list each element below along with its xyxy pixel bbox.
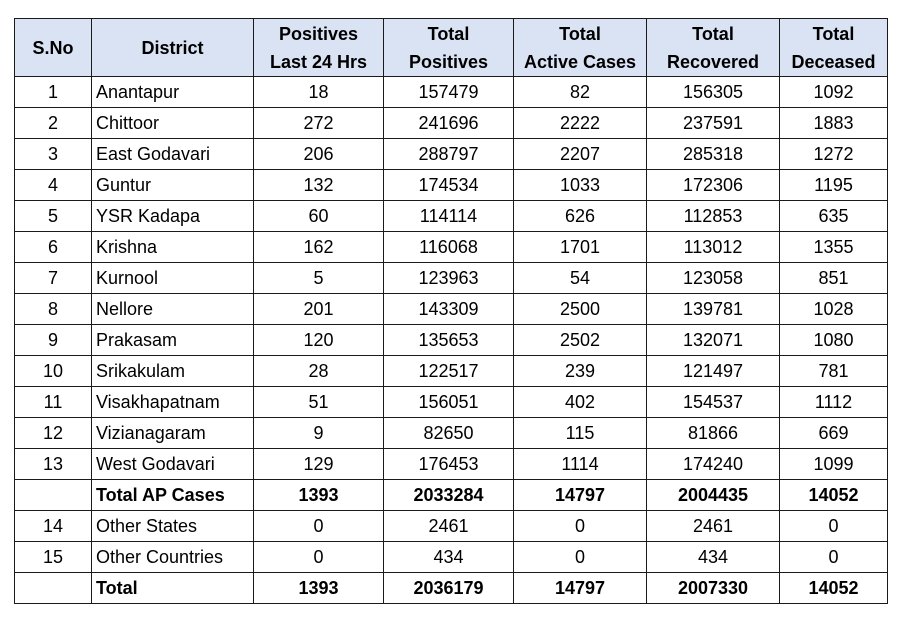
cell-total-active-cases: 1033 xyxy=(514,170,647,201)
cell-total-recovered: 434 xyxy=(647,542,780,573)
cell-total-recovered: 154537 xyxy=(647,387,780,418)
cell-total-positives: 434 xyxy=(384,542,514,573)
cell-total-positives: 122517 xyxy=(384,356,514,387)
cell-sno xyxy=(15,573,92,604)
cell-district: Prakasam xyxy=(92,325,254,356)
cell-total-active-cases: 1701 xyxy=(514,232,647,263)
header-total-active-cases: Total Active Cases xyxy=(514,19,647,77)
cell-sno: 15 xyxy=(15,542,92,573)
cell-total-active-cases: 82 xyxy=(514,77,647,108)
cell-positives-last-24-hrs: 201 xyxy=(254,294,384,325)
cell-total-recovered: 81866 xyxy=(647,418,780,449)
cell-total-deceased: 1099 xyxy=(780,449,888,480)
cell-total-deceased: 14052 xyxy=(780,480,888,511)
cell-total-positives: 2461 xyxy=(384,511,514,542)
cell-total-recovered: 174240 xyxy=(647,449,780,480)
cell-positives-last-24-hrs: 132 xyxy=(254,170,384,201)
cell-total-deceased: 669 xyxy=(780,418,888,449)
cell-total-active-cases: 54 xyxy=(514,263,647,294)
cell-sno: 6 xyxy=(15,232,92,263)
cell-sno: 1 xyxy=(15,77,92,108)
table-row xyxy=(15,542,888,573)
cell-total-positives: 176453 xyxy=(384,449,514,480)
cell-sno: 8 xyxy=(15,294,92,325)
cell-total-recovered: 2007330 xyxy=(647,573,780,604)
cell-sno: 14 xyxy=(15,511,92,542)
cell-total-deceased: 0 xyxy=(780,511,888,542)
table-row xyxy=(15,263,888,294)
cell-positives-last-24-hrs: 51 xyxy=(254,387,384,418)
cell-district: Vizianagaram xyxy=(92,418,254,449)
cell-total-active-cases: 239 xyxy=(514,356,647,387)
covid-district-table xyxy=(14,18,888,604)
cell-sno: 4 xyxy=(15,170,92,201)
cell-positives-last-24-hrs: 1393 xyxy=(254,480,384,511)
cell-total-active-cases: 14797 xyxy=(514,573,647,604)
cell-total-positives: 123963 xyxy=(384,263,514,294)
cell-sno: 10 xyxy=(15,356,92,387)
cell-positives-last-24-hrs: 0 xyxy=(254,511,384,542)
header-total-deceased: Total Deceased xyxy=(780,19,888,77)
cell-total-active-cases: 2222 xyxy=(514,108,647,139)
cell-sno: 9 xyxy=(15,325,92,356)
cell-total-active-cases: 115 xyxy=(514,418,647,449)
cell-total-recovered: 121497 xyxy=(647,356,780,387)
cell-total-deceased: 0 xyxy=(780,542,888,573)
cell-district: YSR Kadapa xyxy=(92,201,254,232)
cell-total-active-cases: 1114 xyxy=(514,449,647,480)
cell-total-active-cases: 0 xyxy=(514,542,647,573)
table-row xyxy=(15,139,888,170)
cell-total-deceased: 1883 xyxy=(780,108,888,139)
table-row xyxy=(15,356,888,387)
table-body xyxy=(15,77,888,604)
cell-total-positives: 288797 xyxy=(384,139,514,170)
cell-district: Total xyxy=(92,573,254,604)
cell-total-deceased: 1092 xyxy=(780,77,888,108)
cell-district: East Godavari xyxy=(92,139,254,170)
cell-district: Visakhapatnam xyxy=(92,387,254,418)
cell-district: Srikakulam xyxy=(92,356,254,387)
cell-positives-last-24-hrs: 9 xyxy=(254,418,384,449)
header-district: District xyxy=(92,19,254,77)
cell-total-positives: 114114 xyxy=(384,201,514,232)
table-row xyxy=(15,77,888,108)
table-row xyxy=(15,418,888,449)
header-sno: S.No xyxy=(15,19,92,77)
cell-total-deceased: 851 xyxy=(780,263,888,294)
cell-total-recovered: 113012 xyxy=(647,232,780,263)
cell-total-active-cases: 0 xyxy=(514,511,647,542)
cell-total-positives: 116068 xyxy=(384,232,514,263)
cell-total-deceased: 1028 xyxy=(780,294,888,325)
cell-sno: 11 xyxy=(15,387,92,418)
cell-sno: 7 xyxy=(15,263,92,294)
cell-total-recovered: 156305 xyxy=(647,77,780,108)
cell-sno: 2 xyxy=(15,108,92,139)
cell-total-active-cases: 2502 xyxy=(514,325,647,356)
cell-sno: 13 xyxy=(15,449,92,480)
cell-positives-last-24-hrs: 60 xyxy=(254,201,384,232)
cell-positives-last-24-hrs: 120 xyxy=(254,325,384,356)
cell-total-positives: 157479 xyxy=(384,77,514,108)
cell-total-recovered: 2461 xyxy=(647,511,780,542)
total-row xyxy=(15,573,888,604)
cell-total-active-cases: 2207 xyxy=(514,139,647,170)
cell-district: Kurnool xyxy=(92,263,254,294)
header-total-positives: Total Positives xyxy=(384,19,514,77)
cell-total-positives: 174534 xyxy=(384,170,514,201)
cell-total-deceased: 1112 xyxy=(780,387,888,418)
header-row xyxy=(15,19,888,77)
cell-total-positives: 82650 xyxy=(384,418,514,449)
cell-total-active-cases: 402 xyxy=(514,387,647,418)
cell-total-positives: 2036179 xyxy=(384,573,514,604)
cell-total-active-cases: 626 xyxy=(514,201,647,232)
cell-total-deceased: 1272 xyxy=(780,139,888,170)
cell-district: Guntur xyxy=(92,170,254,201)
header-total-recovered: Total Recovered xyxy=(647,19,780,77)
cell-district: Other Countries xyxy=(92,542,254,573)
cell-total-recovered: 132071 xyxy=(647,325,780,356)
cell-sno: 12 xyxy=(15,418,92,449)
table-row xyxy=(15,387,888,418)
cell-total-positives: 2033284 xyxy=(384,480,514,511)
cell-district: Nellore xyxy=(92,294,254,325)
cell-positives-last-24-hrs: 206 xyxy=(254,139,384,170)
table-row xyxy=(15,294,888,325)
cell-district: Total AP Cases xyxy=(92,480,254,511)
table-row xyxy=(15,511,888,542)
cell-district: Other States xyxy=(92,511,254,542)
total-row xyxy=(15,480,888,511)
cell-positives-last-24-hrs: 0 xyxy=(254,542,384,573)
table-row xyxy=(15,449,888,480)
table-row xyxy=(15,325,888,356)
cell-positives-last-24-hrs: 272 xyxy=(254,108,384,139)
cell-total-positives: 143309 xyxy=(384,294,514,325)
cell-total-deceased: 1195 xyxy=(780,170,888,201)
cell-total-recovered: 285318 xyxy=(647,139,780,170)
cell-total-active-cases: 2500 xyxy=(514,294,647,325)
cell-positives-last-24-hrs: 18 xyxy=(254,77,384,108)
cell-total-deceased: 1355 xyxy=(780,232,888,263)
cell-total-recovered: 172306 xyxy=(647,170,780,201)
cell-total-recovered: 112853 xyxy=(647,201,780,232)
cell-sno xyxy=(15,480,92,511)
cell-sno: 5 xyxy=(15,201,92,232)
cell-total-recovered: 2004435 xyxy=(647,480,780,511)
cell-positives-last-24-hrs: 129 xyxy=(254,449,384,480)
cell-district: Krishna xyxy=(92,232,254,263)
cell-positives-last-24-hrs: 28 xyxy=(254,356,384,387)
cell-total-deceased: 635 xyxy=(780,201,888,232)
cell-total-active-cases: 14797 xyxy=(514,480,647,511)
cell-positives-last-24-hrs: 5 xyxy=(254,263,384,294)
cell-positives-last-24-hrs: 1393 xyxy=(254,573,384,604)
cell-total-positives: 135653 xyxy=(384,325,514,356)
cell-district: Anantapur xyxy=(92,77,254,108)
header-positives-last-24-hrs: Positives Last 24 Hrs xyxy=(254,19,384,77)
cell-total-positives: 241696 xyxy=(384,108,514,139)
cell-total-deceased: 781 xyxy=(780,356,888,387)
cell-total-recovered: 123058 xyxy=(647,263,780,294)
cell-total-recovered: 139781 xyxy=(647,294,780,325)
table-row xyxy=(15,232,888,263)
cell-total-deceased: 1080 xyxy=(780,325,888,356)
cell-total-positives: 156051 xyxy=(384,387,514,418)
cell-sno: 3 xyxy=(15,139,92,170)
cell-district: Chittoor xyxy=(92,108,254,139)
cell-total-recovered: 237591 xyxy=(647,108,780,139)
cell-positives-last-24-hrs: 162 xyxy=(254,232,384,263)
cell-district: West Godavari xyxy=(92,449,254,480)
cell-total-deceased: 14052 xyxy=(780,573,888,604)
table-row xyxy=(15,108,888,139)
table-row xyxy=(15,170,888,201)
table-row xyxy=(15,201,888,232)
